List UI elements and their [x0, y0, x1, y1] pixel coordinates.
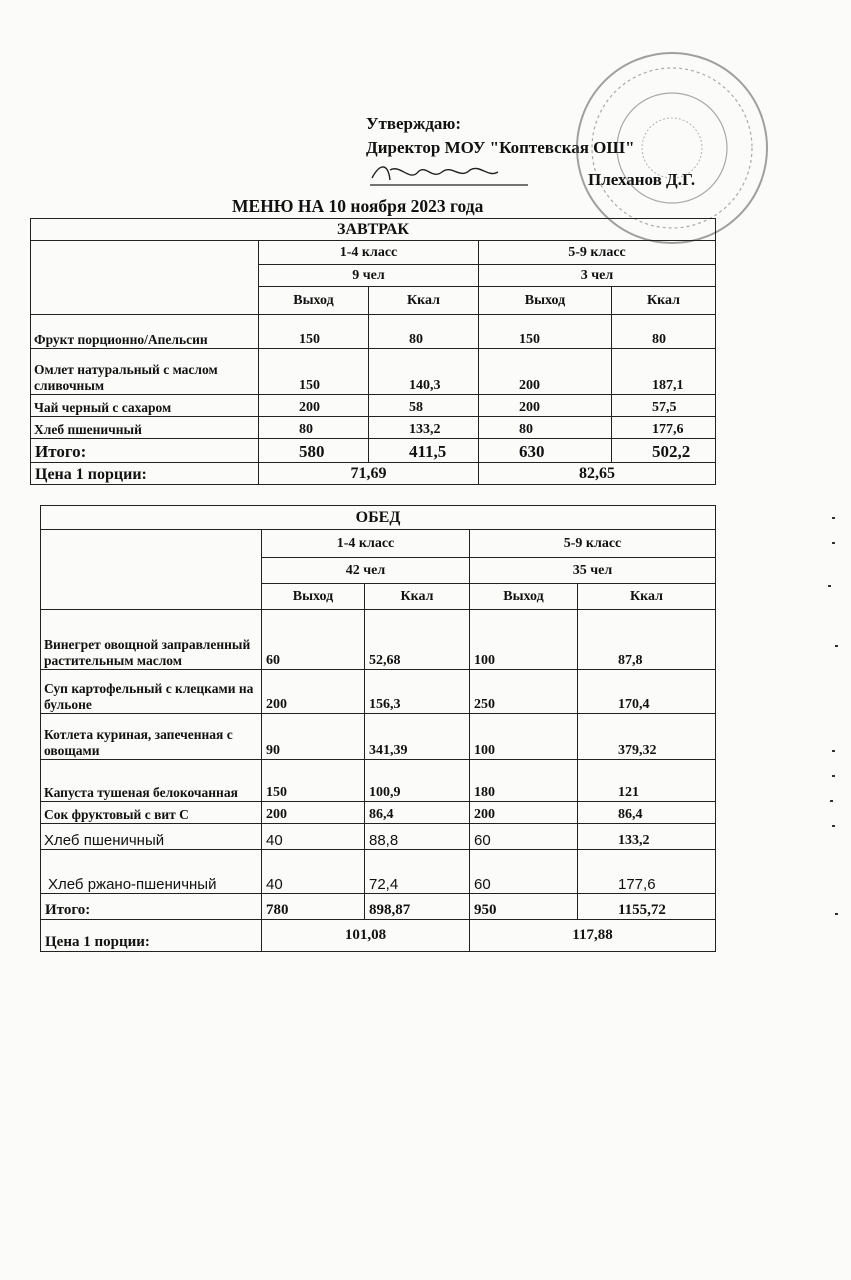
kcal-value: 170,4	[578, 670, 716, 714]
scan-speck	[832, 775, 835, 777]
scan-speck	[832, 542, 835, 544]
kcal-value: 341,39	[365, 714, 470, 760]
people-count-5-9: 35 чел	[470, 558, 716, 584]
output-value: 60	[262, 610, 365, 670]
output-value: 180	[470, 760, 578, 802]
dish-name: Винегрет овощной заправленный растительным маслом	[41, 610, 262, 670]
table-row	[41, 760, 716, 802]
price-row	[31, 463, 716, 485]
output-value: 60	[470, 824, 578, 850]
approve-label: Утверждаю:	[366, 114, 462, 133]
scan-speck	[832, 750, 835, 752]
output-value: 80	[259, 417, 369, 439]
dish-name: Капуста тушеная белокочанная	[41, 760, 262, 802]
col-header-kcal: Ккал	[612, 287, 716, 315]
kcal-value: 86,4	[578, 802, 716, 824]
kcal-value: 87,8	[578, 610, 716, 670]
director-name: Плеханов Д.Г.	[588, 170, 696, 189]
total-output: 630	[479, 439, 612, 463]
total-label: Итого:	[41, 894, 262, 920]
output-value: 80	[479, 417, 612, 439]
table-row	[31, 315, 716, 349]
kcal-value: 58	[369, 395, 479, 417]
kcal-value: 57,5	[612, 395, 716, 417]
table-row	[41, 802, 716, 824]
output-value: 40	[262, 824, 365, 850]
table-row	[41, 824, 716, 850]
output-value: 150	[262, 760, 365, 802]
output-value: 150	[259, 315, 369, 349]
signature-image	[370, 158, 530, 188]
total-output: 950	[470, 894, 578, 920]
dish-name: Хлеб пшеничный	[41, 824, 262, 850]
col-header-output: Выход	[262, 584, 365, 610]
breakfast-table	[30, 218, 716, 485]
total-kcal: 502,2	[612, 439, 716, 463]
lunch-table	[40, 505, 716, 952]
scan-speck	[828, 585, 831, 587]
group-header-1-4: 1-4 класс	[259, 241, 479, 265]
breakfast-section-title: ЗАВТРАК	[31, 219, 716, 241]
kcal-value: 88,8	[365, 824, 470, 850]
group-header-5-9: 5-9 класс	[470, 530, 716, 558]
group-header-1-4: 1-4 класс	[262, 530, 470, 558]
kcal-value: 379,32	[578, 714, 716, 760]
dish-name: Фрукт порционно/Апельсин	[31, 315, 259, 349]
kcal-value: 121	[578, 760, 716, 802]
table-row	[31, 349, 716, 395]
kcal-value: 133,2	[578, 824, 716, 850]
kcal-value: 133,2	[369, 417, 479, 439]
kcal-value: 156,3	[365, 670, 470, 714]
kcal-value: 72,4	[365, 850, 470, 894]
scan-speck	[832, 517, 835, 519]
header-blank	[31, 241, 259, 315]
total-kcal: 1155,72	[578, 894, 716, 920]
table-row	[41, 850, 716, 894]
group-header-5-9: 5-9 класс	[479, 241, 716, 265]
price-row	[41, 920, 716, 952]
total-output: 580	[259, 439, 369, 463]
price-label: Цена 1 порции:	[41, 920, 262, 952]
kcal-value: 86,4	[365, 802, 470, 824]
kcal-value: 177,6	[612, 417, 716, 439]
people-count-1-4: 9 чел	[259, 265, 479, 287]
col-header-kcal: Ккал	[365, 584, 470, 610]
kcal-value: 52,68	[365, 610, 470, 670]
total-output: 780	[262, 894, 365, 920]
scan-speck	[830, 800, 833, 802]
people-count-1-4: 42 чел	[262, 558, 470, 584]
col-header-output: Выход	[470, 584, 578, 610]
kcal-value: 80	[369, 315, 479, 349]
dish-name: Хлеб пшеничный	[31, 417, 259, 439]
table-row	[41, 670, 716, 714]
kcal-value: 100,9	[365, 760, 470, 802]
menu-title: МЕНЮ НА 10 ноября 2023 года	[232, 196, 484, 216]
output-value: 200	[262, 802, 365, 824]
output-value: 200	[479, 395, 612, 417]
dish-name: Омлет натуральный с маслом сливочным	[31, 349, 259, 395]
total-row	[31, 439, 716, 463]
kcal-value: 177,6	[578, 850, 716, 894]
col-header-output: Выход	[259, 287, 369, 315]
col-header-kcal: Ккал	[578, 584, 716, 610]
header-blank	[41, 530, 262, 610]
dish-name: Чай черный с сахаром	[31, 395, 259, 417]
table-row	[41, 610, 716, 670]
kcal-value: 80	[612, 315, 716, 349]
output-value: 200	[262, 670, 365, 714]
output-value: 250	[470, 670, 578, 714]
scan-speck	[835, 913, 838, 915]
col-header-output: Выход	[479, 287, 612, 315]
total-label: Итого:	[31, 439, 259, 463]
dish-name: Котлета куриная, запеченная с овощами	[41, 714, 262, 760]
price-5-9: 117,88	[470, 920, 716, 952]
output-value: 200	[479, 349, 612, 395]
scan-speck	[832, 825, 835, 827]
output-value: 150	[479, 315, 612, 349]
output-value: 60	[470, 850, 578, 894]
output-value: 100	[470, 610, 578, 670]
table-row	[41, 714, 716, 760]
price-5-9: 82,65	[479, 463, 716, 485]
output-value: 100	[470, 714, 578, 760]
total-row	[41, 894, 716, 920]
price-label: Цена 1 порции:	[31, 463, 259, 485]
people-count-5-9: 3 чел	[479, 265, 716, 287]
output-value: 150	[259, 349, 369, 395]
table-row	[31, 417, 716, 439]
total-kcal: 411,5	[369, 439, 479, 463]
total-kcal: 898,87	[365, 894, 470, 920]
col-header-kcal: Ккал	[369, 287, 479, 315]
scan-speck	[835, 645, 838, 647]
output-value: 90	[262, 714, 365, 760]
dish-name: Сок фруктовый с вит С	[41, 802, 262, 824]
dish-name: Суп картофельный с клецками на бульоне	[41, 670, 262, 714]
price-1-4: 71,69	[259, 463, 479, 485]
table-row	[31, 395, 716, 417]
director-line: Директор МОУ "Коптевская ОШ"	[366, 138, 635, 157]
kcal-value: 140,3	[369, 349, 479, 395]
output-value: 40	[262, 850, 365, 894]
kcal-value: 187,1	[612, 349, 716, 395]
dish-name: Хлеб ржано-пшеничный	[41, 850, 262, 894]
output-value: 200	[470, 802, 578, 824]
price-1-4: 101,08	[262, 920, 470, 952]
output-value: 200	[259, 395, 369, 417]
lunch-section-title: ОБЕД	[41, 506, 716, 530]
